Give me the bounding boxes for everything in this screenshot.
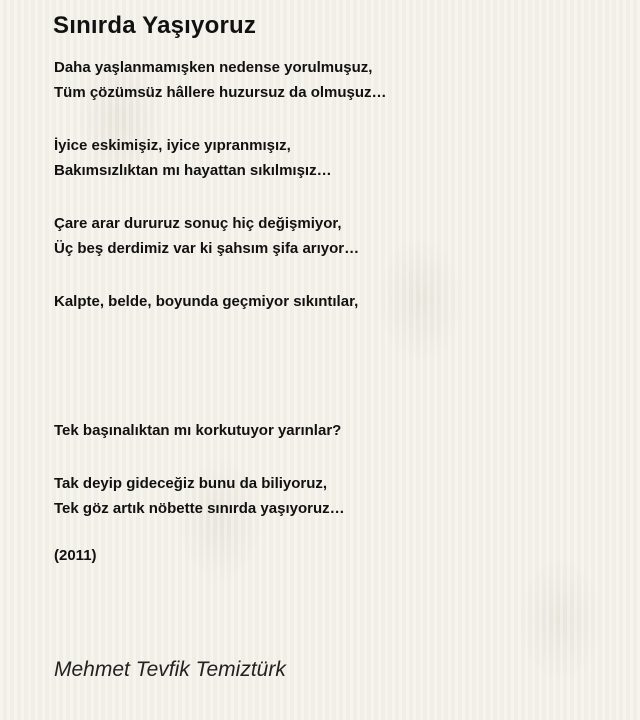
poem-line: Tek başınalıktan mı korkutuyor yarınlar? <box>54 422 342 439</box>
stanza-6 <box>54 471 614 521</box>
stanza-2 <box>54 133 614 183</box>
stanza-1 <box>54 55 614 105</box>
poem-line: Bakımsızlıktan mı hayattan sıkılmışız… <box>54 162 332 179</box>
poem-line: İyice eskimişiz, iyice yıpranmışız, <box>54 137 291 154</box>
poem-body <box>54 55 614 521</box>
stanza-3 <box>54 211 614 261</box>
stanza-gap <box>54 105 614 133</box>
poem-line: Tek göz artık nöbette sınırda yaşıyoruz… <box>54 500 345 517</box>
poem-line: Tüm çözümsüz hâllere huzursuz da olmuşuz… <box>54 84 387 101</box>
poem-line: Tak deyip gideceğiz bunu da biliyoruz, <box>54 475 328 492</box>
stanza-4 <box>54 289 614 314</box>
poem-line: Üç beş derdimiz var ki şahsım şifa arıyor… <box>54 240 360 257</box>
poem-year: (2011) <box>54 547 97 564</box>
poem-author: Mehmet Tevfik Temiztürk <box>54 658 286 681</box>
poem-title: Sınırda Yaşıyoruz <box>53 12 257 39</box>
poem-line: Kalpte, belde, boyunda geçmiyor sıkıntılar, <box>54 293 359 310</box>
poem-line: Daha yaşlanmamışken nedense yorulmuşuz, <box>54 59 373 76</box>
stanza-gap <box>54 261 614 289</box>
stanza-5 <box>54 418 614 443</box>
stanza-gap <box>54 314 614 418</box>
poem-line: Çare arar dururuz sonuç hiç değişmiyor, <box>54 215 342 232</box>
stanza-gap <box>54 183 614 211</box>
stanza-gap <box>54 443 614 471</box>
